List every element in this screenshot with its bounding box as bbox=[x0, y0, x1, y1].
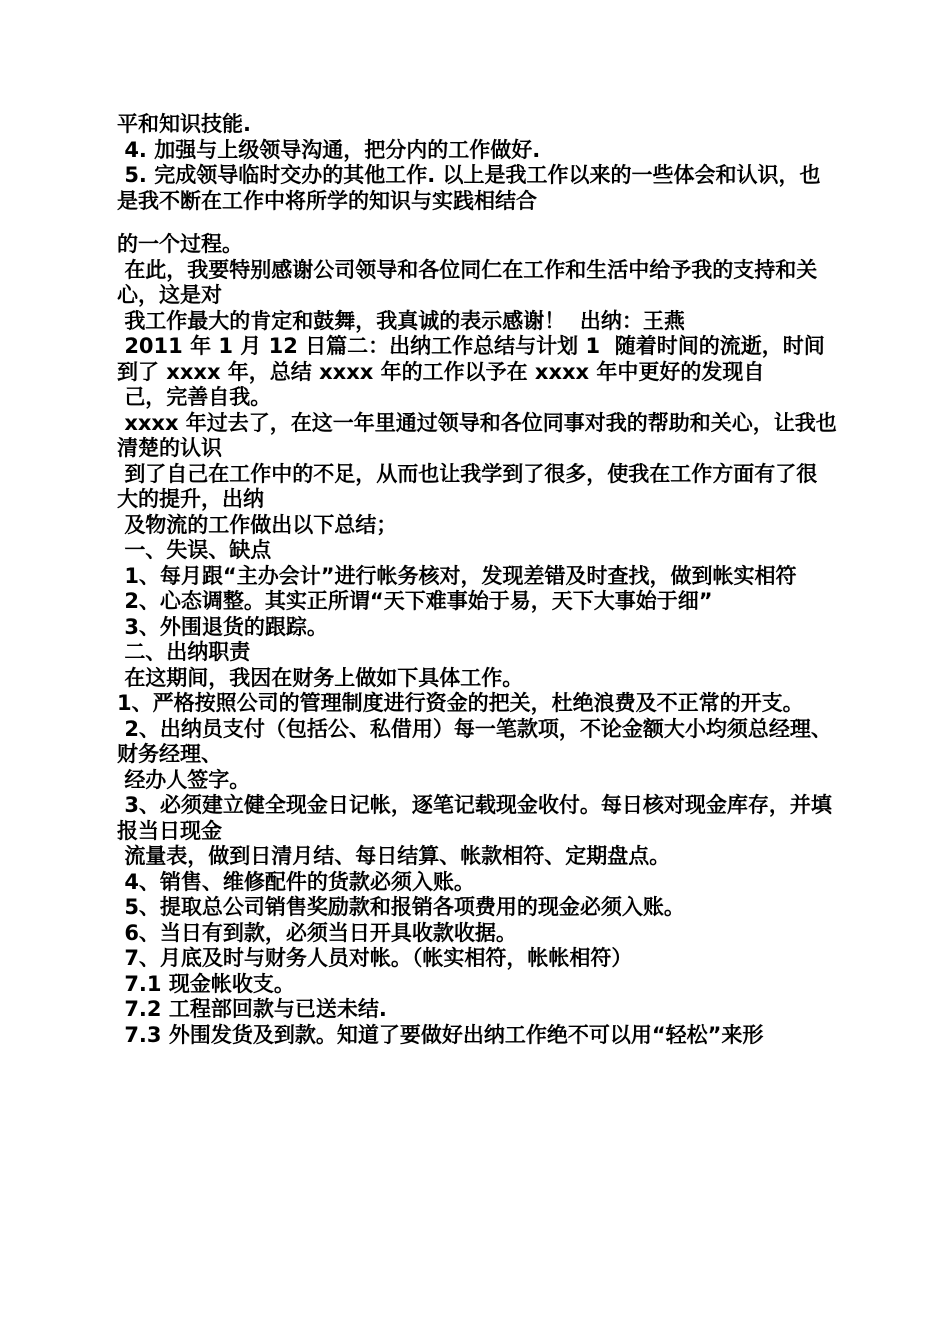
text-line: 己，完善自我。 bbox=[117, 385, 272, 409]
text-line: 7.3 外围发货及到款。知道了要做好出纳工作绝不可以用“轻松”来形 bbox=[117, 1022, 764, 1047]
text-line: 3、外围退货的跟踪。 bbox=[117, 614, 328, 639]
text-line: 2011 年 1 月 12 日篇二：出纳工作总结与计划 1 随着时间的流逝，时间到了 xxxx 年，总结 xxxx 年的工作以予在 xxxx 年中更好的发现自 bbox=[117, 334, 825, 384]
text-line: 1、严格按照公司的管理制度进行资金的把关，杜绝浪费及不正常的开支。 bbox=[117, 691, 804, 715]
text-line: 7.2 工程部回款与已送未结. bbox=[117, 997, 387, 1021]
text-line: 在这期间，我因在财务上做如下具体工作。 bbox=[117, 665, 524, 690]
text-line: 2、心态调整。其实正所谓“天下难事始于易，天下大事始于细” bbox=[117, 589, 713, 613]
text-line: 1、每月跟“主办会计”进行帐务核对，发现差错及时查找，做到帐实相符 bbox=[117, 563, 797, 588]
text-line: 我工作最大的肯定和鼓舞，我真诚的表示感谢！ 出纳：王燕 bbox=[117, 308, 685, 333]
text-line: 到了自己在工作中的不足，从而也让我学到了很多，使我在工作方面有了很大的提升，出纳 bbox=[117, 461, 818, 511]
text-line: xxxx 年过去了，在这一年里通过领导和各位同事对我的帮助和关心，让我也清楚的认识 bbox=[117, 410, 837, 460]
text-line: 4. 加强与上级领导沟通，把分内的工作做好. bbox=[117, 137, 541, 162]
document-body bbox=[117, 112, 837, 1048]
text-line: 5、提取总公司销售奖励款和报销各项费用的现金必须入账。 bbox=[117, 895, 685, 919]
text-line: 2、出纳员支付（包括公、私借用）每一笔款项，不论金额大小均须总经理、财务经理、 bbox=[117, 716, 832, 766]
text-line: 6、当日有到款，必须当日开具收款收据。 bbox=[117, 920, 517, 945]
text-line: 5. 完成领导临时交办的其他工作. 以上是我工作以来的一些体会和认识，也是我不断在工作中将所学的知识与实践相结合 bbox=[117, 163, 821, 213]
text-line: 平和知识技能. bbox=[117, 112, 251, 136]
paragraph-gap bbox=[117, 214, 837, 232]
text-line: 经办人签字。 bbox=[117, 767, 251, 792]
text-line: 在此，我要特别感谢公司领导和各位同仁在工作和生活中给予我的支持和关心，这是对 bbox=[117, 257, 818, 307]
text-line: 3、必须建立健全现金日记帐，逐笔记载现金收付。每日核对现金库存，并填报当日现金 bbox=[117, 793, 832, 843]
section-heading: 一、失误、缺点 bbox=[117, 538, 272, 562]
text-line: 的一个过程。 bbox=[117, 232, 243, 256]
text-line: 及物流的工作做出以下总结； bbox=[117, 512, 398, 537]
text-line: 7.1 现金帐收支。 bbox=[117, 971, 295, 996]
text-line: 4、销售、维修配件的货款必须入账。 bbox=[117, 869, 475, 894]
section-heading: 二、出纳职责 bbox=[117, 640, 251, 664]
text-line: 7、月底及时与财务人员对帐。（帐实相符，帐帐相符） bbox=[117, 946, 633, 970]
text-line: 流量表，做到日清月结、每日结算、帐款相符、定期盘点。 bbox=[117, 844, 671, 868]
